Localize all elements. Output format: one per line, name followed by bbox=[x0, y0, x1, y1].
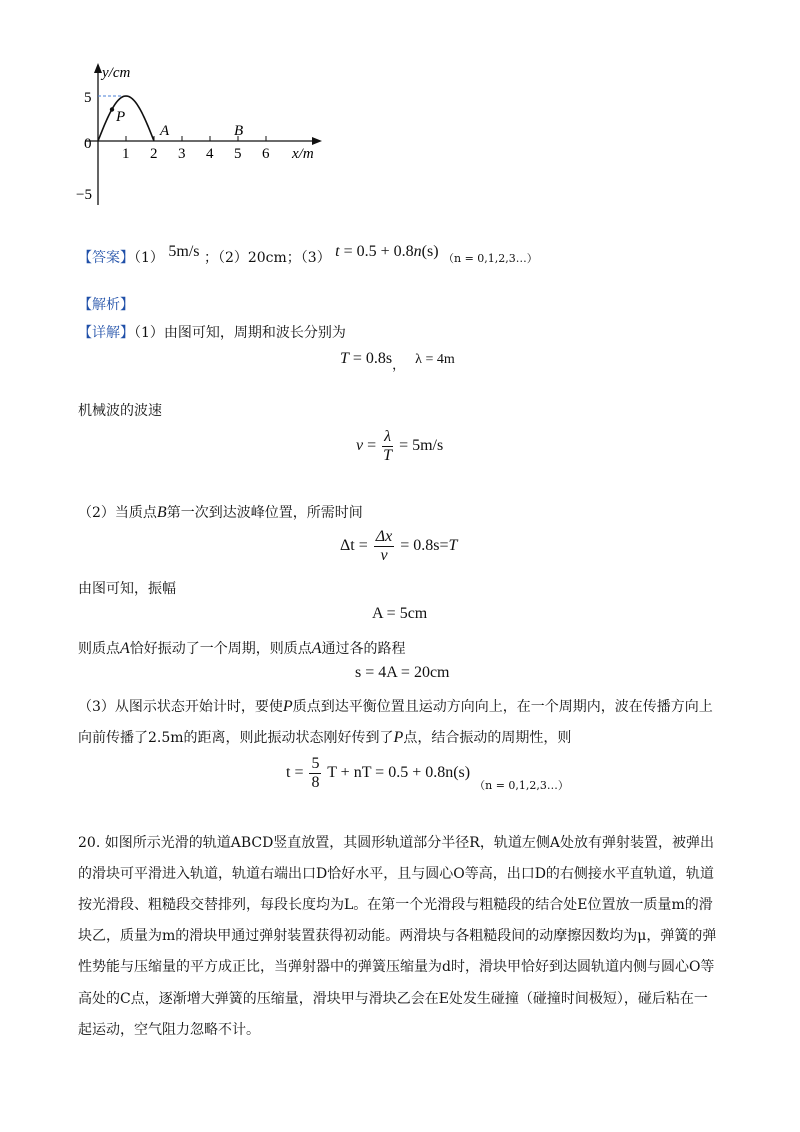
y-tick-0: 0 bbox=[84, 136, 92, 152]
x-tick-label-5: 5 bbox=[234, 146, 242, 162]
part3-line1: （3）从图示状态开始计时，要使P质点到达平衡位置且运动方向向上，在一个周期内，波在传播方向上 bbox=[78, 698, 713, 715]
q20-line3: 按光滑段、粗糙段交替排列，每段长度均为L。在第一个光滑段与粗糙段的结合处E位置放一质量m的滑 bbox=[78, 897, 713, 913]
amplitude-text: 由图可知，振幅 bbox=[78, 581, 176, 597]
part3-line2: 向前传播了2.5m的距离，则此振动状态刚好传到了P点，结合振动的周期性，则 bbox=[78, 729, 572, 746]
answer-condition: （n = 0,1,2,3…） bbox=[443, 252, 538, 265]
q20-line7: 起运动，空气阻力忽略不计。 bbox=[78, 1022, 260, 1038]
x-tick-label-4: 4 bbox=[206, 146, 214, 162]
wave-curve bbox=[98, 96, 154, 141]
answer-formula: t = 0.5 + 0.8n(s) bbox=[335, 243, 439, 260]
q20-line4: 块乙，质量为m的滑块甲通过弹射装置获得初动能。两滑块与各粗糙段间的动摩擦因数均为μ，弹簧的弹 bbox=[78, 928, 717, 944]
answer-line bbox=[78, 243, 538, 267]
answer-tag: 【答案】 bbox=[78, 250, 134, 266]
x-tick-label-6: 6 bbox=[262, 146, 270, 162]
answer-part1: （1） bbox=[134, 250, 164, 266]
x-tick-label-2: 2 bbox=[150, 146, 158, 162]
detail-tag: 【详解】 bbox=[78, 325, 134, 341]
q20-line5: 性势能与压缩量的平方成正比，当弹射器中的弹簧压缩量为d时，滑块甲恰好到达圆轨道内侧与圆心O等 bbox=[78, 959, 715, 975]
q20-line6: 高处的C点，逐渐增大弹簧的压缩量，滑块甲与滑块乙会在E处发生碰撞（碰撞时间极短），碰后粘在一 bbox=[78, 991, 708, 1007]
wave-speed-text: 机械波的波速 bbox=[78, 403, 162, 419]
detail-text: （1）由图可知，周期和波长分别为 bbox=[134, 325, 346, 341]
label-p: P bbox=[116, 109, 126, 125]
analysis-tag: 【解析】 bbox=[78, 297, 134, 313]
equation-final-time: t = $\frac{5}{8}$ T + nT = 0.5 + 0.8n(s) $_{(n = 0,1,2,3\dots)}$ bbox=[286, 755, 569, 793]
equation-period-wavelength: $T = 0.8s_,$ λ = 4m bbox=[340, 350, 455, 372]
point-p-dot bbox=[110, 107, 114, 111]
wave-graph bbox=[60, 55, 340, 215]
x-axis-label: x/m bbox=[292, 146, 314, 162]
equation-path: s = 4A = 20cm bbox=[355, 664, 450, 681]
equation-wave-speed: v = $\frac{\lambda}{T}$ = 5m/s bbox=[356, 428, 444, 464]
equation-time: Δt = $\frac{\Delta x}{v}$ = 0.8s=T bbox=[340, 528, 458, 564]
equation-amplitude: A = 5cm bbox=[372, 605, 428, 622]
detail-line bbox=[78, 322, 346, 342]
x-axis-arrow bbox=[312, 137, 322, 145]
y-axis-label: y/cm bbox=[102, 65, 131, 81]
x-tick-label-3: 3 bbox=[178, 146, 186, 162]
answer-velocity: 5m/s bbox=[168, 243, 200, 260]
q20-line2: 的滑块可平滑进入轨道，轨道右端出口D恰好水平，且与圆心O等高，出口D的右侧接水平直轨道，轨道 bbox=[78, 866, 714, 882]
q20-line1: 20. 如图所示光滑的轨道ABCD竖直放置，其圆形轨道部分半径R，轨道左侧A处放有弹射装置，被弹出 bbox=[78, 835, 714, 851]
label-b: B bbox=[234, 123, 244, 139]
y-axis-arrow bbox=[94, 63, 102, 73]
path-text: 则质点A恰好振动了一个周期，则质点A通过各的路程 bbox=[78, 640, 406, 657]
label-a: A bbox=[160, 123, 170, 139]
part2-text: （2）当质点B第一次到达波峰位置，所需时间 bbox=[78, 504, 363, 521]
y-tick-5: 5 bbox=[84, 90, 92, 106]
y-tick-neg5: −5 bbox=[76, 187, 92, 203]
x-tick-label-1: 1 bbox=[122, 146, 130, 162]
answer-separator: ；（2）20cm；（3） bbox=[203, 250, 331, 266]
